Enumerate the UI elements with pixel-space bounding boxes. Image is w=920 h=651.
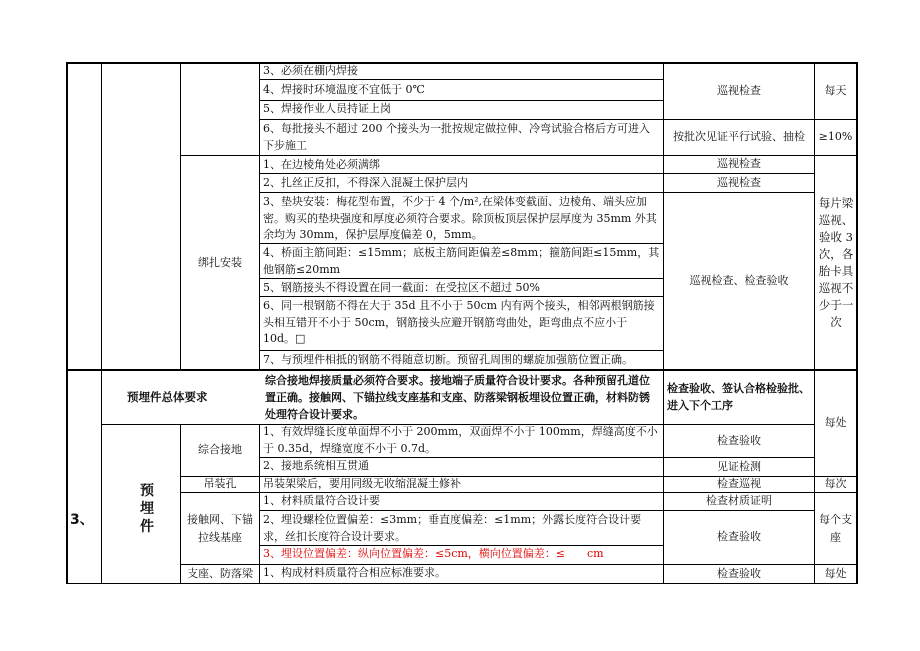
hoist-hole-method: 检查巡视 bbox=[717, 477, 761, 491]
weld-row-5: 5、焊接作业人员持证上岗 bbox=[263, 102, 391, 115]
catenary-row-3: 3、埋设位置偏差：纵向位置偏差：≤5cm，横向位置偏差：≤ cm bbox=[263, 547, 604, 560]
ground-method-1: 检查验收 bbox=[717, 433, 761, 447]
section-number: 3、 bbox=[70, 512, 94, 528]
embed-general-requirement: 综合接地焊接质量必须符合要求。接地端子质量符合设计要求。各种预留孔道位置正确。接触网、下锚拉线支座基和支座、防落梁钢板埋设位置正确，材料防锈处理符合设计要求。 bbox=[265, 374, 650, 421]
weld-test-frequency: ≥10% bbox=[818, 130, 853, 144]
tie-row-4: 4、桥面主筋间距：≤15mm；底板主筋间距偏差≤8mm；箍筋间距≤15mm，其他钢筋≤20mm bbox=[263, 246, 660, 276]
weld-test-method: 按批次见证平行试验、抽检 bbox=[673, 130, 805, 144]
tie-method-3: 巡视检查、检查验收 bbox=[689, 274, 789, 288]
catenary-method-1: 检查材质证明 bbox=[706, 494, 772, 508]
tie-row-7: 7、与预埋件相抵的钢筋不得随意切断。预留孔周围的螺旋加强筋位置正确。 bbox=[263, 353, 633, 366]
support-frequency: 每处 bbox=[824, 566, 847, 580]
support-label: 支座、防落梁 bbox=[187, 566, 253, 580]
embed-general-frequency: 每处 bbox=[824, 416, 847, 430]
catenary-base-label: 接触网、下锚拉线基座 bbox=[187, 512, 253, 544]
support-requirement: 1、构成材料质量符合相应标准要求。 bbox=[263, 566, 446, 579]
ground-method-2: 见证检测 bbox=[717, 459, 761, 473]
weld-frequency: 每天 bbox=[824, 83, 847, 97]
tie-row-2: 2、扎丝正反扣，不得深入混凝土保护层内 bbox=[263, 176, 468, 189]
tie-frequency: 每片梁巡视、验收 3 次，各胎卡具巡视不少于一次 bbox=[818, 196, 854, 329]
ground-row-2: 2、接地系统相互贯通 bbox=[263, 459, 369, 472]
catenary-row-2: 2、埋设螺栓位置偏差：≤3mm；垂直度偏差：≤1mm；外露长度符合设计要求，丝扣长度符合设计要求。 bbox=[263, 513, 642, 543]
tie-row-3: 3、垫块安装：梅花型布置，不少于 4 个/m²,在梁体变截面、边棱角、端头应加密。购买的垫块强度和厚度必须符合要求。除顶板顶层保护层厚度为 35mm 外其余均为 30mm，保护层厚度偏差 0，5mm。 bbox=[263, 195, 657, 242]
hoist-hole-label: 吊装孔 bbox=[203, 477, 237, 491]
weld-row-6: 6、每批接头不超过 200 个接头为一批按规定做拉伸、冷弯试验合格后方可进入下步施工 bbox=[263, 122, 650, 152]
tie-row-1: 1、在边棱角处必须满绑 bbox=[263, 158, 380, 171]
weld-row-4: 4、焊接时环境温度不宜低于 0℃ bbox=[263, 83, 425, 96]
support-method: 检查验收 bbox=[717, 566, 761, 580]
section-name: 预埋件 bbox=[140, 483, 154, 535]
weld-method: 巡视检查 bbox=[717, 83, 761, 97]
ground-label: 综合接地 bbox=[198, 443, 242, 457]
embed-general-label: 预埋件总体要求 bbox=[127, 390, 208, 405]
tie-method-1: 巡视检查 bbox=[717, 157, 761, 171]
tie-method-2: 巡视检查 bbox=[717, 175, 761, 189]
tie-row-5: 5、钢筋接头不得设置在同一截面：在受拉区不超过 50% bbox=[263, 281, 540, 294]
hoist-hole-requirement: 吊装架梁后，要用同级无收缩混凝土修补 bbox=[263, 477, 461, 490]
embed-general-method: 检查验收、签认合格检验批、进入下个工序 bbox=[667, 382, 810, 412]
catenary-method-2: 检查验收 bbox=[717, 530, 761, 544]
catenary-frequency: 每个支座 bbox=[819, 512, 852, 544]
tie-row-6: 6、同一根钢筋不得在大于 35d 且不小于 50cm 内有两个接头，相邻两根钢筋接头相互错开不小于 50cm，钢筋接头应避开钢筋弯曲处，距弯曲点不应小于 10d。□ bbox=[263, 299, 655, 346]
tie-install-label: 绑扎安装 bbox=[198, 255, 242, 269]
catenary-row-1: 1、材料质量符合设计要 bbox=[263, 494, 380, 507]
inspection-table bbox=[66, 62, 858, 584]
weld-row-3: 3、必须在棚内焊接 bbox=[263, 64, 358, 77]
hoist-hole-frequency: 每次 bbox=[824, 477, 847, 491]
ground-row-1: 1、有效焊缝长度单面焊不小于 200mm，双面焊不小于 100mm，焊缝高度不小于 0.35d，焊缝宽度不小于 0.7d。 bbox=[263, 425, 658, 455]
